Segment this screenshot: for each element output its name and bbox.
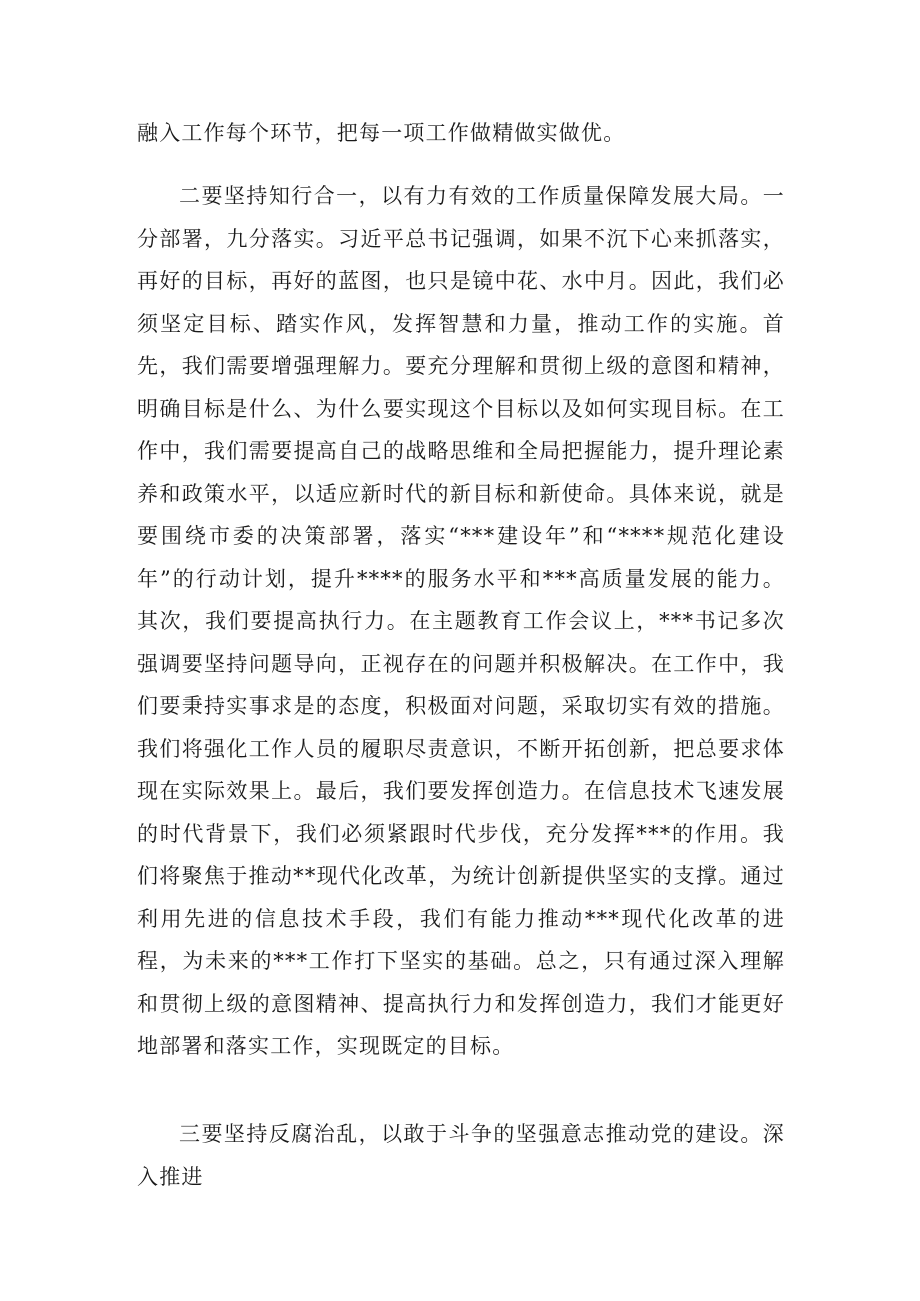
paragraph-second-point: 二要坚持知行合一，以有力有效的工作质量保障发展大局。一分部署，九分落实。习近平总书记强调，如果不沉下心来抓落实，再好的目标，再好的蓝图，也只是镜中花、水中月。因此，我们必须坚定目标、踏实作风，发挥智慧和力量，推动工作的实施。首先，我们需要增强理解力。要充分理解和贯彻上级的意图和精神，明确目标是什么、为什么要实现这个目标以及如何实现目标。在工作中，我们需要提高自己的战略思维和全局把握能力，提升理论素养和政策水平，以适应新时代的新目标和新使命。具体来说，就是要围绕市委的决策部署，落实“***建设年”和“****规范化建设年”的行动计划，提升****的服务水平和***高质量发展的能力。其次，我们要提高执行力。在主题教育工作会议上，***书记多次强调要坚持问题导向，正视存在的问题并积极解决。在工作中，我们要秉持实事求是的态度，积极面对问题，采取切实有效的措施。我们将强化工作人员的履职尽责意识，不断开拓创新，把总要求体现在实际效果上。最后，我们要发挥创造力。在信息技术飞速发展的时代背景下，我们必须紧跟时代步伐，充分发挥***的作用。我们将聚焦于推动**现代化改革，为统计创新提供坚实的支撑。通过利用先进的信息技术手段，我们有能力推动***现代化改革的进程，为未来的***工作打下坚实的基础。总之，只有通过深入理解和贯彻上级的意图精神、提高执行力和发挥创造力，我们才能更好地部署和落实工作，实现既定的目标。	[137, 184, 785, 1058]
paragraph-continuation: 融入工作每个环节，把每一项工作做精做实做优。	[137, 121, 626, 145]
paragraph-third-point: 三要坚持反腐治乱，以敢于斗争的坚强意志推动党的建设。深入推进	[137, 1122, 785, 1189]
